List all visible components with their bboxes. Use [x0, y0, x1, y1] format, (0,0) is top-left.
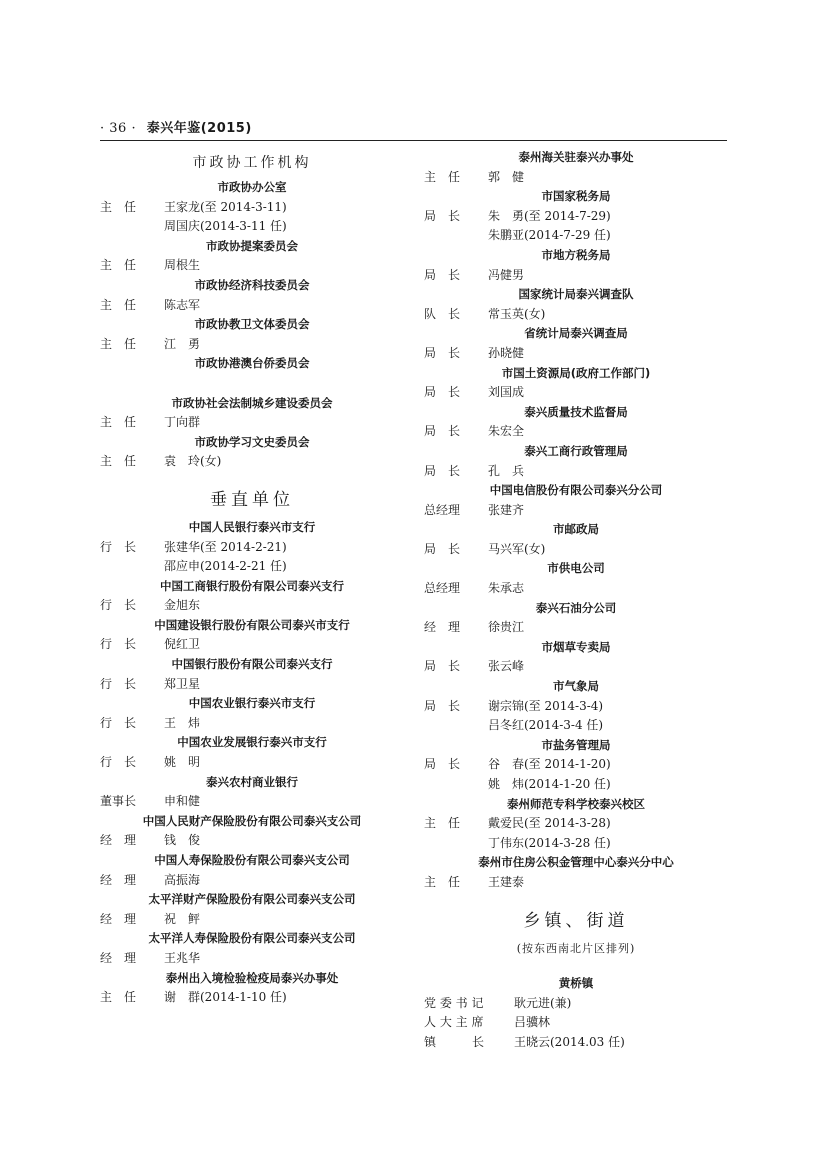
person-name: 吕骥林 — [514, 1015, 551, 1030]
personnel-entry — [100, 596, 404, 616]
position-title: 镇 长 — [424, 1034, 485, 1049]
org-title: 泰兴质量技术监督局 — [524, 404, 628, 419]
org-title: 中国人民银行泰兴市支行 — [188, 519, 316, 534]
position-title: 主 任 — [424, 874, 461, 889]
person-name: 戴爱民(至 2014-3-28) — [488, 816, 611, 831]
org-title: 市烟草专卖局 — [541, 639, 611, 654]
position-title: 局 长 — [424, 698, 461, 713]
section-note: (按东西南北片区排列) — [516, 941, 636, 955]
org-title: 泰兴工商行政管理局 — [524, 443, 628, 458]
personnel-entry — [100, 988, 404, 1008]
position-title: 局 长 — [424, 757, 461, 772]
person-name: 周根生 — [164, 258, 201, 273]
org-title: 市政协学习文史委员会 — [194, 434, 310, 449]
org-title: 中国建设银行股份有限公司泰兴市支行 — [154, 617, 350, 632]
position-title: 党 委 书 记 — [424, 995, 484, 1010]
personnel-entry — [100, 792, 404, 812]
personnel-entry — [424, 226, 728, 246]
org-title: 市政协港澳台侨委员会 — [194, 356, 310, 371]
personnel-entry — [424, 305, 728, 325]
personnel-entry — [100, 557, 404, 577]
position-title: 局 长 — [424, 659, 461, 674]
person-name: 丁伟东(2014-3-28 任) — [488, 835, 611, 850]
org-title: 市政协经济科技委员会 — [194, 277, 310, 292]
spacer — [424, 893, 728, 903]
org-title: 泰兴石油分公司 — [535, 600, 617, 615]
personnel-entry — [424, 422, 728, 442]
position-title: 主 任 — [100, 415, 137, 430]
position-title: 局 长 — [424, 345, 461, 360]
personnel-entry — [424, 462, 728, 482]
person-name: 江 勇 — [164, 336, 201, 351]
person-name: 耿元进(兼) — [514, 995, 572, 1010]
person-name: 冯健男 — [488, 267, 525, 282]
org-title: 市政协教卫文体委员会 — [194, 317, 310, 332]
personnel-entry — [100, 198, 404, 218]
personnel-entry — [424, 834, 728, 854]
org-title: 市国家税务局 — [541, 189, 611, 204]
header-rule — [100, 140, 727, 141]
spacer — [100, 472, 404, 482]
person-name: 祝 鲆 — [164, 911, 201, 926]
position-title: 董事长 — [100, 794, 137, 809]
position-title: 主 任 — [100, 990, 137, 1005]
personnel-entry — [100, 538, 404, 558]
page-number: · 36 · — [100, 121, 137, 136]
personnel-entry — [100, 675, 404, 695]
org-title: 中国农业银行泰兴市支行 — [188, 696, 316, 711]
position-title: 主 任 — [100, 336, 137, 351]
person-name: 王 炜 — [164, 715, 201, 730]
personnel-entry — [424, 266, 728, 286]
personnel-entry — [424, 873, 728, 893]
org-title: 市政协社会法制城乡建设委员会 — [171, 395, 333, 410]
person-name: 高振海 — [164, 872, 201, 887]
position-title: 局 长 — [424, 541, 461, 556]
personnel-entry — [100, 452, 404, 472]
person-name: 陈志军 — [164, 297, 201, 312]
position-title: 局 长 — [424, 208, 461, 223]
org-title: 市盐务管理局 — [541, 737, 611, 752]
personnel-entry — [100, 413, 404, 433]
org-title: 泰州海关驻泰兴办事处 — [518, 150, 634, 164]
personnel-entry — [424, 501, 728, 521]
org-title: 黄桥镇 — [558, 976, 594, 991]
person-name: 王兆华 — [164, 950, 201, 965]
personnel-entry — [424, 716, 728, 736]
section-heading: 垂直单位 — [210, 489, 294, 510]
person-name: 朱宏全 — [488, 424, 525, 439]
personnel-entry — [100, 335, 404, 355]
position-title: 局 长 — [424, 424, 461, 439]
personnel-entry — [424, 344, 728, 364]
book-title: 泰兴年鉴(2015) — [146, 121, 252, 136]
personnel-entry — [100, 256, 404, 276]
running-header — [100, 117, 252, 136]
personnel-entry — [424, 383, 728, 403]
personnel-entry — [100, 753, 404, 773]
personnel-entry — [424, 697, 728, 717]
org-title: 中国人民财产保险股份有限公司泰兴支公司 — [142, 813, 362, 828]
person-name: 金旭东 — [164, 598, 201, 613]
org-title: 中国电信股份有限公司泰兴分公司 — [489, 483, 663, 498]
person-name: 张建齐 — [488, 502, 525, 517]
org-title: 泰兴农村商业银行 — [206, 774, 298, 789]
person-name: 孔 兵 — [488, 463, 525, 478]
person-name: 姚 明 — [164, 755, 201, 770]
person-name: 谢 群(2014-1-10 任) — [164, 990, 287, 1005]
org-title: 市地方税务局 — [541, 247, 611, 262]
personnel-entry — [100, 217, 404, 237]
person-name: 王晓云(2014.03 任) — [514, 1034, 625, 1049]
position-title: 行 长 — [100, 715, 137, 730]
person-name: 王家龙(至 2014-3-11) — [164, 199, 287, 214]
org-title: 泰州市住房公积金管理中心泰兴分中心 — [478, 855, 674, 870]
org-title: 太平洋财产保险股份有限公司泰兴支公司 — [148, 892, 356, 907]
personnel-entry — [424, 207, 728, 227]
org-title: 市供电公司 — [547, 561, 605, 576]
person-name: 刘国成 — [488, 385, 525, 400]
left-column — [100, 148, 404, 1008]
org-title: 省统计局泰兴调查局 — [524, 326, 628, 341]
person-name: 倪红卫 — [164, 637, 201, 652]
org-title: 泰州师范专科学校泰兴校区 — [507, 796, 645, 811]
org-title: 市政协提案委员会 — [206, 238, 298, 253]
person-name: 常玉英(女) — [488, 306, 546, 321]
personnel-entry — [424, 168, 728, 188]
personnel-entry — [424, 994, 728, 1014]
org-title: 市气象局 — [553, 679, 599, 694]
org-title: 太平洋人寿保险股份有限公司泰兴支公司 — [148, 931, 356, 946]
org-title: 市政协办公室 — [217, 180, 287, 194]
personnel-entry — [424, 657, 728, 677]
person-name: 谷 春(至 2014-1-20) — [488, 757, 611, 772]
org-title: 中国农业发展银行泰兴市支行 — [177, 735, 327, 750]
person-name: 袁 玲(女) — [164, 454, 222, 469]
person-name: 申和健 — [164, 794, 201, 809]
org-title: 泰州出入境检验检疫局泰兴办事处 — [165, 970, 339, 985]
position-title: 行 长 — [100, 755, 137, 770]
person-name: 邵应申(2014-2-21 任) — [164, 559, 287, 574]
position-title: 人 大 主 席 — [424, 1015, 484, 1030]
person-name: 郑卫星 — [164, 676, 201, 691]
person-name: 张云峰 — [488, 659, 525, 674]
position-title: 总经理 — [424, 502, 461, 517]
personnel-entry — [100, 635, 404, 655]
personnel-entry — [424, 814, 728, 834]
personnel-entry — [424, 618, 728, 638]
position-title: 经 理 — [100, 950, 137, 965]
person-name: 朱承志 — [488, 581, 525, 596]
personnel-entry — [100, 910, 404, 930]
spacer — [100, 374, 404, 394]
personnel-entry — [424, 540, 728, 560]
position-title: 局 长 — [424, 463, 461, 478]
personnel-entry — [424, 1013, 728, 1033]
position-title: 行 长 — [100, 598, 137, 613]
person-name: 谢宗锦(至 2014-3-4) — [488, 698, 604, 713]
person-name: 朱 勇(至 2014-7-29) — [488, 208, 611, 223]
position-title: 局 长 — [424, 267, 461, 282]
spacer — [424, 958, 728, 974]
person-name: 吕冬红(2014-3-4 任) — [488, 718, 604, 733]
personnel-entry — [100, 831, 404, 851]
org-title: 中国人寿保险股份有限公司泰兴支公司 — [154, 853, 350, 867]
position-title: 总经理 — [424, 581, 461, 596]
section-heading: 市政协工作机构 — [192, 155, 312, 171]
position-title: 主 任 — [100, 297, 137, 312]
person-name: 郭 健 — [488, 169, 525, 184]
personnel-entry — [100, 714, 404, 734]
person-name: 丁向群 — [164, 415, 201, 430]
person-name: 徐贵江 — [488, 620, 525, 635]
position-title: 经 理 — [424, 620, 461, 635]
personnel-entry — [100, 949, 404, 969]
position-title: 主 任 — [424, 816, 461, 831]
org-title: 中国工商银行股份有限公司泰兴支行 — [160, 578, 344, 593]
personnel-entry — [424, 775, 728, 795]
section-heading: 乡镇、街道 — [523, 910, 629, 931]
position-title: 行 长 — [100, 676, 137, 691]
position-title: 经 理 — [100, 833, 137, 848]
personnel-entry — [100, 296, 404, 316]
personnel-entry — [424, 579, 728, 599]
person-name: 钱 俊 — [164, 833, 201, 848]
position-title: 经 理 — [100, 872, 137, 887]
org-title: 中国银行股份有限公司泰兴支行 — [171, 657, 333, 672]
org-title: 市国土资源局(政府工作部门) — [501, 365, 651, 380]
position-title: 局 长 — [424, 385, 461, 400]
personnel-entry — [424, 755, 728, 775]
position-title: 行 长 — [100, 637, 137, 652]
position-title: 主 任 — [100, 258, 137, 273]
org-title: 市邮政局 — [553, 522, 599, 537]
person-name: 姚 炜(2014-1-20 任) — [488, 777, 611, 791]
person-name: 朱鹏亚(2014-7-29 任) — [488, 228, 611, 243]
person-name: 周国庆(2014-3-11 任) — [164, 219, 287, 234]
org-title: 国家统计局泰兴调查队 — [518, 287, 634, 302]
personnel-entry — [100, 871, 404, 891]
position-title: 主 任 — [100, 199, 137, 214]
person-name: 马兴军(女) — [488, 541, 546, 556]
position-title: 主 任 — [100, 454, 137, 469]
person-name: 王建泰 — [488, 874, 525, 889]
person-name: 张建华(至 2014-2-21) — [164, 539, 287, 554]
person-name: 孙晓健 — [488, 345, 525, 360]
position-title: 行 长 — [100, 539, 137, 554]
right-column — [424, 148, 728, 1053]
position-title: 队 长 — [424, 306, 461, 321]
position-title: 经 理 — [100, 911, 137, 926]
personnel-entry — [424, 1033, 728, 1053]
position-title: 主 任 — [424, 169, 461, 184]
